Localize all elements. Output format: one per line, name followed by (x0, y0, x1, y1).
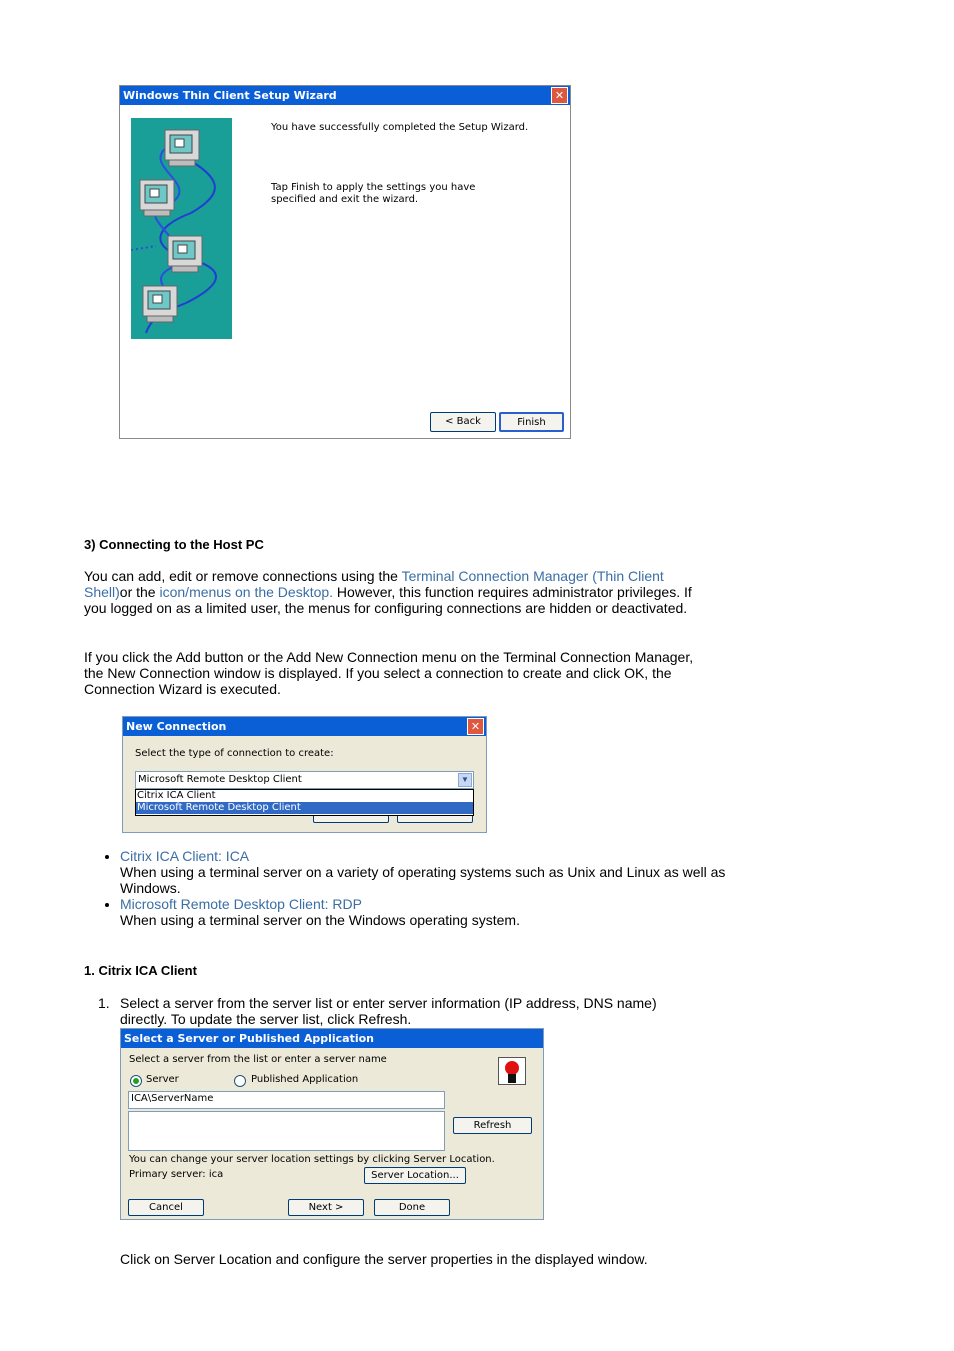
connection-type-list[interactable] (135, 789, 474, 816)
p1-text-1: You can add, edit or remove connections using the (84, 568, 402, 584)
new-connection-close-icon[interactable]: ✕ (467, 718, 484, 735)
citrix-step1: Select a server from the server list or enter server information (IP address, DNS name) directly. To update the server list, click Refresh. (120, 995, 657, 1027)
connection-types-list (84, 848, 740, 928)
microsoft-rdp-link[interactable]: Microsoft Remote Desktop Client: RDP (120, 896, 362, 912)
citrix-heading: 1. Citrix ICA Client (84, 963, 197, 978)
citrix-ica-desc: When using a terminal server on a variety of operating systems such as Unix and Linux as well as Windows. (120, 864, 726, 896)
server-list[interactable] (128, 1111, 445, 1151)
server-status-icon (498, 1057, 526, 1085)
chevron-down-icon[interactable]: ▼ (458, 773, 472, 787)
wizard-message-complete: You have successfully completed the Setup Wizard. (271, 122, 529, 133)
server-name-value: ICA\ServerName (131, 1093, 214, 1104)
wizard-finish-button[interactable]: Finish (499, 412, 564, 432)
server-location-button[interactable]: Server Location... (364, 1167, 466, 1184)
server-prompt: Select a server from the list or enter a server name (129, 1054, 387, 1065)
published-application-radio[interactable] (234, 1075, 246, 1087)
select-server-title-bar: Select a Server or Published Application (121, 1029, 543, 1048)
p1-text-2: or the (119, 584, 160, 600)
connection-type-selected: Microsoft Remote Desktop Client (138, 774, 302, 785)
cancel-button[interactable]: Cancel (128, 1199, 204, 1216)
server-location-note: You can change your server location settings by clicking Server Location. (129, 1154, 495, 1165)
section3-paragraph2: If you click the Add button or the Add New Connection menu on the Terminal Connection Manager, the New Connection window is displayed. If you select a connection to create and click OK, the Connection Wizard is executed. (84, 649, 694, 697)
option-citrix-ica[interactable]: Citrix ICA Client (137, 790, 216, 801)
section3-paragraph1 (84, 568, 706, 616)
server-radio-label[interactable]: Server (146, 1074, 179, 1085)
desktop-icon-menus-link[interactable]: icon/menus on the Desktop. (159, 584, 334, 600)
citrix-ica-link[interactable]: Citrix ICA Client: ICA (120, 848, 250, 864)
published-application-label[interactable]: Published Application (251, 1074, 359, 1085)
list-item (120, 896, 740, 928)
server-name-input[interactable] (128, 1091, 445, 1109)
next-button[interactable]: Next > (288, 1199, 364, 1216)
primary-server-text: Primary server: ica (129, 1169, 224, 1180)
setup-wizard-dialog (119, 85, 571, 439)
new-connection-title-bar: New Connection (123, 717, 486, 736)
terminal-connection-manager-link[interactable]: Terminal Connection Manager (Thin Client Shell) (84, 568, 664, 600)
wizard-illustration (131, 118, 232, 339)
new-connection-dialog (122, 716, 487, 833)
section3-heading: 3) Connecting to the Host PC (84, 537, 264, 552)
network-computers-icon (131, 118, 232, 339)
refresh-button[interactable]: Refresh (453, 1117, 532, 1134)
select-server-dialog (120, 1028, 544, 1220)
citrix-step-number: 1. (98, 995, 110, 1011)
microsoft-rdp-desc: When using a terminal server on the Windows operating system. (120, 912, 520, 928)
option-microsoft-rdp[interactable]: Microsoft Remote Desktop Client (136, 802, 473, 814)
done-button[interactable]: Done (374, 1199, 450, 1216)
wizard-close-icon[interactable]: ✕ (551, 87, 568, 104)
p1-text-3: However, this function requires administrator privileges. If you logged on as a limited user, the menus for configuring connections are hidden or deactivated. (84, 584, 692, 616)
server-radio[interactable] (130, 1075, 142, 1087)
connection-type-prompt: Select the type of connection to create: (135, 748, 334, 759)
footer-instruction: Click on Server Location and configure the server properties in the displayed window. (120, 1251, 648, 1267)
wizard-title-bar: Windows Thin Client Setup Wizard (120, 86, 570, 105)
connection-type-select[interactable] (135, 771, 474, 789)
wizard-message-finish: Tap Finish to apply the settings you have specified and exit the wizard. (271, 182, 476, 205)
list-item (120, 848, 740, 896)
wizard-back-button[interactable]: < Back (430, 412, 496, 432)
